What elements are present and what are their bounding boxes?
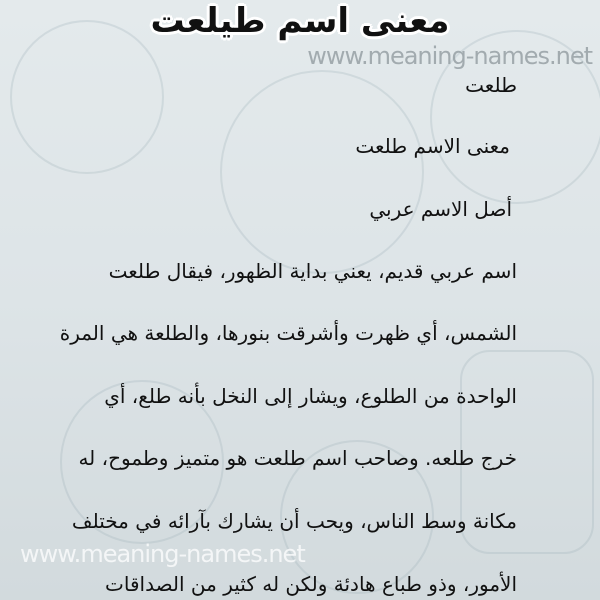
name-line: طلعت <box>465 73 517 97</box>
description-line: الأمور، وذو طباع هادئة ولكن له كثير من الصداقات <box>105 572 517 596</box>
watermark-bottom: www.meaning-names.net <box>20 540 305 568</box>
page-title: معنى اسم طيلعت <box>150 1 450 41</box>
watermark-top: www.meaning-names.net <box>307 42 592 70</box>
origin-line: أصل الاسم عربي <box>369 197 512 221</box>
description-line: مكانة وسط الناس، ويحب أن يشارك بآرائه في مختلف <box>71 509 517 533</box>
description-line: اسم عربي قديم، يعني بداية الظهور، فيقال طلعت <box>108 259 517 283</box>
description-line: الواحدة من الطلوع، ويشار إلى النخل بأنه طلع، أي <box>104 384 517 408</box>
description-line: خرج طلعه. وصاحب اسم طلعت هو متميز وطموح، له <box>78 446 517 470</box>
description-line: الشمس، أي ظهرت وأشرقت بنورها، والطلعة هي المرة <box>59 321 517 345</box>
meaning-heading: معنى الاسم طلعت <box>355 134 510 158</box>
